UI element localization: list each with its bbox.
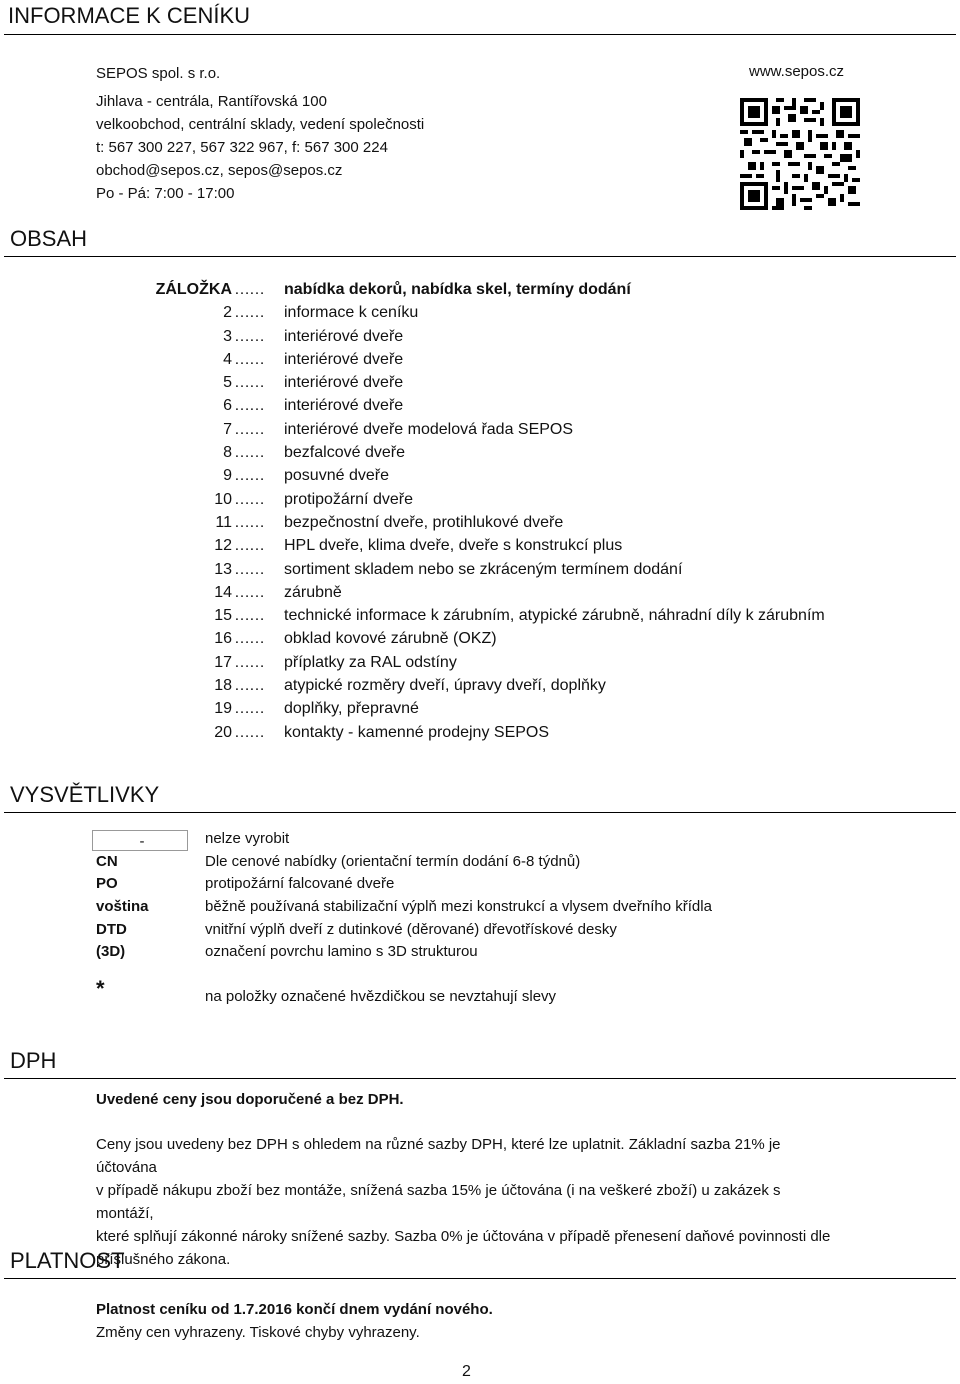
toc-dots: …… [234, 350, 264, 368]
toc-dots: …… [234, 677, 264, 695]
toc-number: 5 [223, 374, 232, 392]
toc-number: 18 [214, 677, 232, 695]
toc-dots: …… [234, 397, 264, 415]
toc-label: nabídka dekorů, nabídka skel, termíny dodání [284, 281, 631, 298]
toc-number: ZÁLOŽKA [155, 281, 232, 298]
toc-dots: …… [234, 583, 264, 601]
toc-dots: …… [234, 723, 264, 741]
legend-code: DTD [96, 920, 127, 938]
section-heading: DPH [10, 1048, 57, 1073]
section-heading: PLATNOST [10, 1248, 125, 1273]
toc-label: příplatky za RAL odstíny [284, 653, 457, 671]
title-bar [4, 0, 956, 35]
toc-number: 14 [214, 583, 232, 601]
toc-label: zárubně [284, 583, 342, 601]
toc-label: posuvné dveře [284, 467, 389, 485]
toc-number: 13 [214, 560, 232, 578]
company-info [96, 62, 424, 205]
toc-dots: …… [234, 700, 264, 718]
toc-number: 7 [223, 420, 232, 438]
legend-desc: vnitřní výplň dveří z dutinkové (děrované) dřevotřískové desky [205, 920, 617, 938]
toc-label: interiérové dveře modelová řada SEPOS [284, 420, 574, 438]
toc-dots: …… [234, 607, 264, 625]
toc-number: 4 [223, 350, 232, 368]
section-dph [4, 1046, 956, 1079]
legend-desc: běžně používaná stabilizační výplň mezi konstrukcí a vlysem dveřního křídla [205, 898, 712, 916]
dph-text [96, 1088, 836, 1271]
toc-number: 8 [223, 444, 232, 462]
legend-desc: nelze vyrobit [205, 830, 290, 847]
toc-label: obklad kovové zárubně (OKZ) [284, 630, 497, 648]
toc-number: 15 [214, 607, 232, 625]
legend-code: CN [96, 852, 118, 870]
toc-dots: …… [234, 420, 264, 438]
website-link[interactable]: www.sepos.cz [749, 63, 845, 80]
validity-statement: Platnost ceníku od 1.7.2016 končí dnem vydání nového. [96, 1301, 493, 1318]
toc-label: interiérové dveře [284, 327, 404, 345]
toc-number: 6 [223, 397, 232, 415]
toc-number: 3 [223, 327, 232, 345]
dph-line: které splňují zákonné nároky snížené sazby. Sazba 0% je účtována v případě přenesení daňové povinnosti dle [96, 1228, 831, 1245]
toc-label: doplňky, přepravné [284, 700, 419, 718]
toc-label: atypické rozměry dveří, úpravy dveří, doplňky [284, 677, 606, 695]
section-heading: OBSAH [10, 226, 88, 251]
toc-dots: …… [234, 513, 264, 531]
toc-dots: …… [234, 467, 264, 485]
company-line: t: 567 300 227, 567 322 967, f: 567 300 224 [96, 139, 388, 156]
toc-dots: …… [234, 490, 264, 508]
legend-desc: označení povrchu lamino s 3D strukturou [205, 943, 478, 961]
legend-code: - [92, 830, 188, 851]
toc-dots: …… [234, 304, 264, 322]
legend-code: * [96, 976, 105, 1002]
dph-statement: Uvedené ceny jsou doporučené a bez DPH. [96, 1091, 404, 1108]
toc-number: 10 [214, 490, 232, 508]
toc-dots: …… [234, 327, 264, 345]
toc-dots: …… [234, 560, 264, 578]
toc-label: kontakty - kamenné prodejny SEPOS [284, 723, 550, 741]
toc-label: bezpečnostní dveře, protihlukové dveře [284, 513, 564, 531]
toc-label: bezfalcové dveře [284, 444, 405, 462]
toc-label: interiérové dveře [284, 350, 404, 368]
company-line: Po - Pá: 7:00 - 17:00 [96, 185, 235, 202]
toc-number: 9 [223, 467, 232, 485]
toc-label: informace k ceníku [284, 304, 419, 322]
toc-number: 17 [214, 653, 232, 671]
toc-number: 2 [223, 304, 232, 322]
dph-line: v případě nákupu zboží bez montáže, snížená sazba 15% je účtována (i na veškeré zboží) u zakázek s montáží, [96, 1182, 781, 1222]
toc-number: 20 [214, 723, 232, 741]
section-vysvetlivky [4, 780, 956, 813]
dph-line: příslušného zákona. [96, 1251, 231, 1268]
legend-desc: Dle cenové nabídky (orientační termín dodání 6-8 týdnů) [205, 852, 581, 870]
toc-dots: …… [234, 653, 264, 671]
validity-note: Změny cen vyhrazeny. Tiskové chyby vyhrazeny. [96, 1324, 420, 1341]
legend-code: PO [96, 875, 118, 893]
section-platnost [4, 1246, 956, 1279]
toc-number: 19 [214, 700, 232, 718]
section-obsah [4, 224, 956, 257]
dph-line: Ceny jsou uvedeny bez DPH s ohledem na různé sazby DPH, které lze uplatnit. Základní sazba 21% je účtována [96, 1136, 781, 1176]
legend-code: (3D) [96, 943, 126, 961]
company-name: SEPOS spol. s r.o. [96, 65, 221, 82]
page-title: INFORMACE K CENÍKU [8, 3, 251, 28]
toc-dots: …… [234, 537, 264, 555]
toc-label: interiérové dveře [284, 374, 404, 392]
toc-label: HPL dveře, klima dveře, dveře s konstrukcí plus [284, 537, 623, 555]
toc-number: 12 [214, 537, 232, 555]
company-line: obchod@sepos.cz, sepos@sepos.cz [96, 162, 343, 179]
legend-desc: protipožární falcované dveře [205, 875, 395, 893]
section-heading: VYSVĚTLIVKY [10, 782, 160, 807]
toc-dots: …… [234, 630, 264, 648]
toc-label: technické informace k zárubním, atypické zárubně, náhradní díly k zárubním [284, 607, 825, 625]
qr-code-icon [740, 98, 860, 215]
toc-label: protipožární dveře [284, 490, 413, 508]
platnost-text [96, 1298, 493, 1344]
legend-code: voština [96, 898, 149, 916]
page-number: 2 [462, 1363, 471, 1380]
toc-label: interiérové dveře [284, 397, 404, 415]
legend-desc: na položky označené hvězdičkou se nevztahují slevy [205, 988, 557, 1006]
toc-dots: …… [234, 281, 264, 298]
toc-dots: …… [234, 374, 264, 392]
toc-dots: …… [234, 444, 264, 462]
toc-label: sortiment skladem nebo se zkráceným termínem dodání [284, 560, 683, 578]
toc-number: 11 [215, 513, 232, 531]
company-line: Jihlava - centrála, Rantířovská 100 [96, 93, 327, 110]
toc-number: 16 [214, 630, 232, 648]
company-line: velkoobchod, centrální sklady, vedení společnosti [96, 116, 425, 133]
